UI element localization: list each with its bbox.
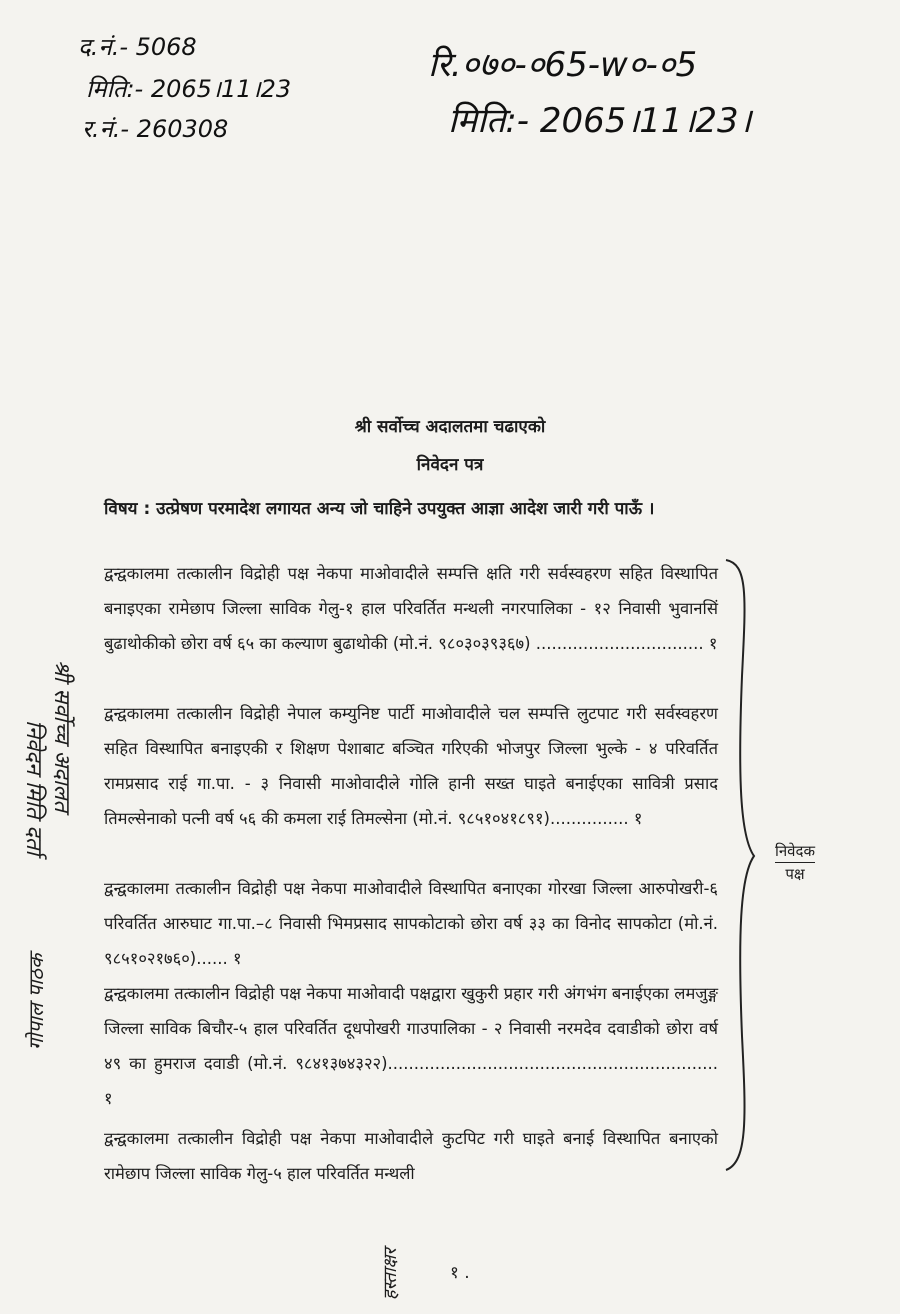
handwritten-registration-no: द.नं.- 5068 <box>78 33 197 61</box>
grouping-brace <box>718 556 758 1176</box>
side-label-line2: पक्ष <box>785 865 805 883</box>
document-heading: श्री सर्वोच्च अदालतमा चढाएको <box>354 417 546 437</box>
handwritten-case-number: रि.०७०-०65-w०-०5 <box>428 45 698 85</box>
handwritten-case-date: मिति:- 2065।11।23। <box>448 101 752 141</box>
signature: हस्ताक्षर <box>380 1248 401 1300</box>
margin-note-registration: निवेदन मिति दर्ता <box>21 720 46 856</box>
handwritten-date: मिति:- 2065।11।23 <box>86 75 292 103</box>
petitioner-entry-5: द्वन्द्वकालमा तत्कालीन विद्रोही पक्ष नेकपा माओवादीले कुटपिट गरी घाइते बनाई विस्थापित बनाएको रामेछाप जिल्ला साविक गेलु-५ हाल परिवर्तित मन्थली <box>104 1129 718 1183</box>
margin-note-name: गोपाल पाठक <box>24 953 48 1050</box>
margin-note-court: श्री सर्वोच्च अदालत <box>49 660 74 812</box>
document-subheading: निवेदन पत्र <box>416 455 484 475</box>
petitioner-entry-1: द्वन्द्वकालमा तत्कालीन विद्रोही पक्ष नेकपा माओवादीले सम्पत्ति क्षति गरी सर्वस्वहरण सहित विस्थापित बनाइएका रामेछाप जिल्ला साविक गेलु-१ हाल परिवर्तित मन्थली नगरपालिका - १२ निवासी भुवानसिं बुढाथोकीको छोरा वर्ष ६५ का कल्याण बुढाथोकी (मो.नं. ९८०३०३९३६७) ................................ १ <box>104 564 718 653</box>
handwritten-receipt-no: र.नं.- 260308 <box>82 115 229 143</box>
petitioner-entry-3: द्वन्द्वकालमा तत्कालीन विद्रोही पक्ष नेकपा माओवादीले विस्थापित बनाएका गोरखा जिल्ला आरुपोखरी-६ परिवर्तित आरुघाट गा.पा.–८ निवासी भिमप्रसाद सापकोटाको छोरा वर्ष ३३ का विनोद सापकोटा (मो.नं. ९८५१०२१७६०)...... १ <box>104 879 718 968</box>
page-number: १ . <box>450 1263 470 1283</box>
subject-line: विषय : उत्प्रेषण परमादेश लगायत अन्य जो चाहिने उपयुक्त आज्ञा आदेश जारी गरी पाऊँ । <box>104 499 655 519</box>
petitioner-entry-4: द्वन्द्वकालमा तत्कालीन विद्रोही पक्ष नेकपा माओवादी पक्षद्वारा खुकुरी प्रहार गरी अंगभंग बनाईएका लमजुङ्ग जिल्ला साविक बिचौर-५ हाल परिवर्तित दूधपोखरी गाउपालिका - २ निवासी नरमदेव दवाडीको छोरा वर्ष ४९ का हुमराज दवाडी (मो.नं. ९८४१३७४३२२)............................................................... १ <box>104 984 718 1108</box>
petitioner-side-label <box>755 840 835 885</box>
petitioner-entry-2: द्वन्द्वकालमा तत्कालीन विद्रोही नेपाल कम्युनिष्ट पार्टी माओवादीले चल सम्पत्ति लुटपाट गरी सर्वस्वहरण सहित विस्थापित बनाइएकी र शिक्षण पेशाबाट बञ्चित गरिएकी भोजपुर जिल्ला भुल्के - ४ परिवर्तित रामप्रसाद राई गा.पा. - ३ निवासी माओवादीले गोलि हानी सख्त घाइते बनाईएका सावित्री प्रसाद तिमल्सेनाको पत्नी वर्ष ५६ की कमला राई तिमल्सेना (मो.नं. ९८५१०४१८९१)............... १ <box>104 704 718 828</box>
side-label-line1: निवेदक <box>775 840 815 863</box>
